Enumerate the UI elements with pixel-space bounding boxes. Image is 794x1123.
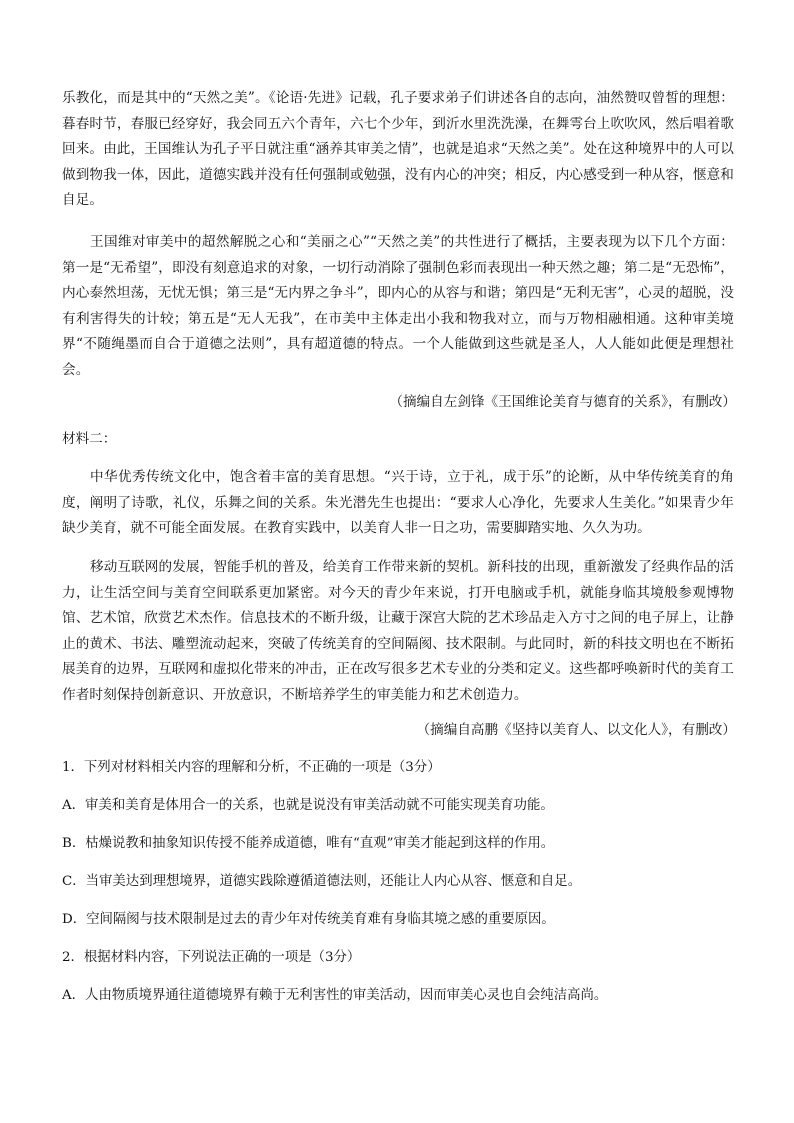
paragraph-wang-guowei-summary: 王国维对审美中的超然解脱之心和“美丽之心”“天然之美”的共性进行了概括，主要表现为以下几个方面：第一是“无希望”，即没有刻意追求的对象，一切行动消除了强制色彩而表现出一种天然之趣；第二是“无恐怖”，内心泰然坦荡，无忧无惧；第三是“无内界之争斗”，即内心的从容与和谐；第四是“无利无害”，心灵的超脱，没有利害得失的计较；第五是“无人无我”，在市美中主体走出小我和物我对立，而与万物相融相通。这种审美境界“不随绳墨而自合于道德之法则”，具有超道德的特点。一个人能做到这些就是圣人，人人能如此便是理想社会。 xyxy=(62,234,734,378)
paragraph-mobile-internet: 移动互联网的发展，智能手机的普及，给美育工作带来新的契机。新科技的出现，重新激发了经典作品的活力，让生活空间与美育空间联系更加紧密。对今天的青少年来说，打开电脑或手机，就能身临其境般参观博物馆、艺术馆，欣赏艺术杰作。信息技术的不断升级，让藏于深宫大院的艺术珍品走入方寸之间的电子屏上，让静止的黄术、书法、雕塑流动起来，突破了传统美育的空间隔阂、技术限制。与此同时，新的科技文明也在不断拓展美育的边界，互联网和虚拟化带来的冲击，正在改写很多艺术专业的分类和定义。这些都呼唤新时代的美育工作者时刻保持创新意识、开放意识，不断培养学生的审美能力和艺术创造力。 xyxy=(62,559,734,703)
question-1-option-c[interactable]: C．当审美达到理想境界，道德实践除遵循道德法则，还能让人内心从容、惬意和自足。 xyxy=(62,874,582,889)
question-1-stem: 1．下列对材料相关内容的理解和分析，不正确的一项是（3分） xyxy=(62,760,441,775)
source-citation-1: （摘编自左剑锋《王国维论美育与德育的关系》，有删改） xyxy=(389,394,736,410)
paragraph-tianran-zhi-mei: 乐教化，而是其中的“天然之美”。《论语·先进》记载，孔子要求弟子们讲述各自的志向，油然赞叹曾皙的理想：暮春时节，春服已经穿好，我会同五六个青年，六七个少年，到沂水里洗洗澡，在舞雩台上吹吹风，然后唱着歌回来。由此，王国维认为孔子平日就注重“涵养其审美之情”，也就是追求“天然之美”。处在这种境界中的人可以做到物我一体，因此，道德实践并没有任何强制或勉强，没有内心的冲突；相反，内心感受到一种从容，惬意和自足。 xyxy=(62,90,734,208)
material-two-label: 材料二： xyxy=(62,431,117,447)
question-2-stem: 2．根据材料内容，下列说法正确的一项是（3分） xyxy=(62,950,361,965)
question-1-option-a[interactable]: A．审美和美育是体用合一的关系，也就是说没有审美活动就不可能实现美育功能。 xyxy=(62,798,554,813)
source-citation-2: （摘编自高鹏《坚持以美育人、以文化人》，有删改） xyxy=(416,722,736,738)
paragraph-aesthetic-education-thought: 中华优秀传统文化中，饱含着丰富的美育思想。“兴于诗，立于礼，成于乐”的论断，从中华传统美育的角度，阐明了诗歌，礼仪，乐舞之间的关系。朱光潜先生也提出：“要求人心净化，先要求人生美化。”如果青少年缺少美育，就不可能全面发展。在教育实践中，以美育人非一日之功，需要脚踏实地、久久为功。 xyxy=(62,469,734,536)
question-1-option-d[interactable]: D．空间隔阂与技术限制是过去的青少年对传统美育难有身临其境之感的重要原因。 xyxy=(62,912,555,927)
question-2-option-a[interactable]: A．人由物质境界通往道德境界有赖于无利害性的审美活动，因而审美心灵也自会纯洁高尚。 xyxy=(62,988,608,1003)
question-1-option-b[interactable]: B．枯燥说教和抽象知识传授不能养成道德，唯有“直观”审美才能起到这样的作用。 xyxy=(62,836,555,851)
